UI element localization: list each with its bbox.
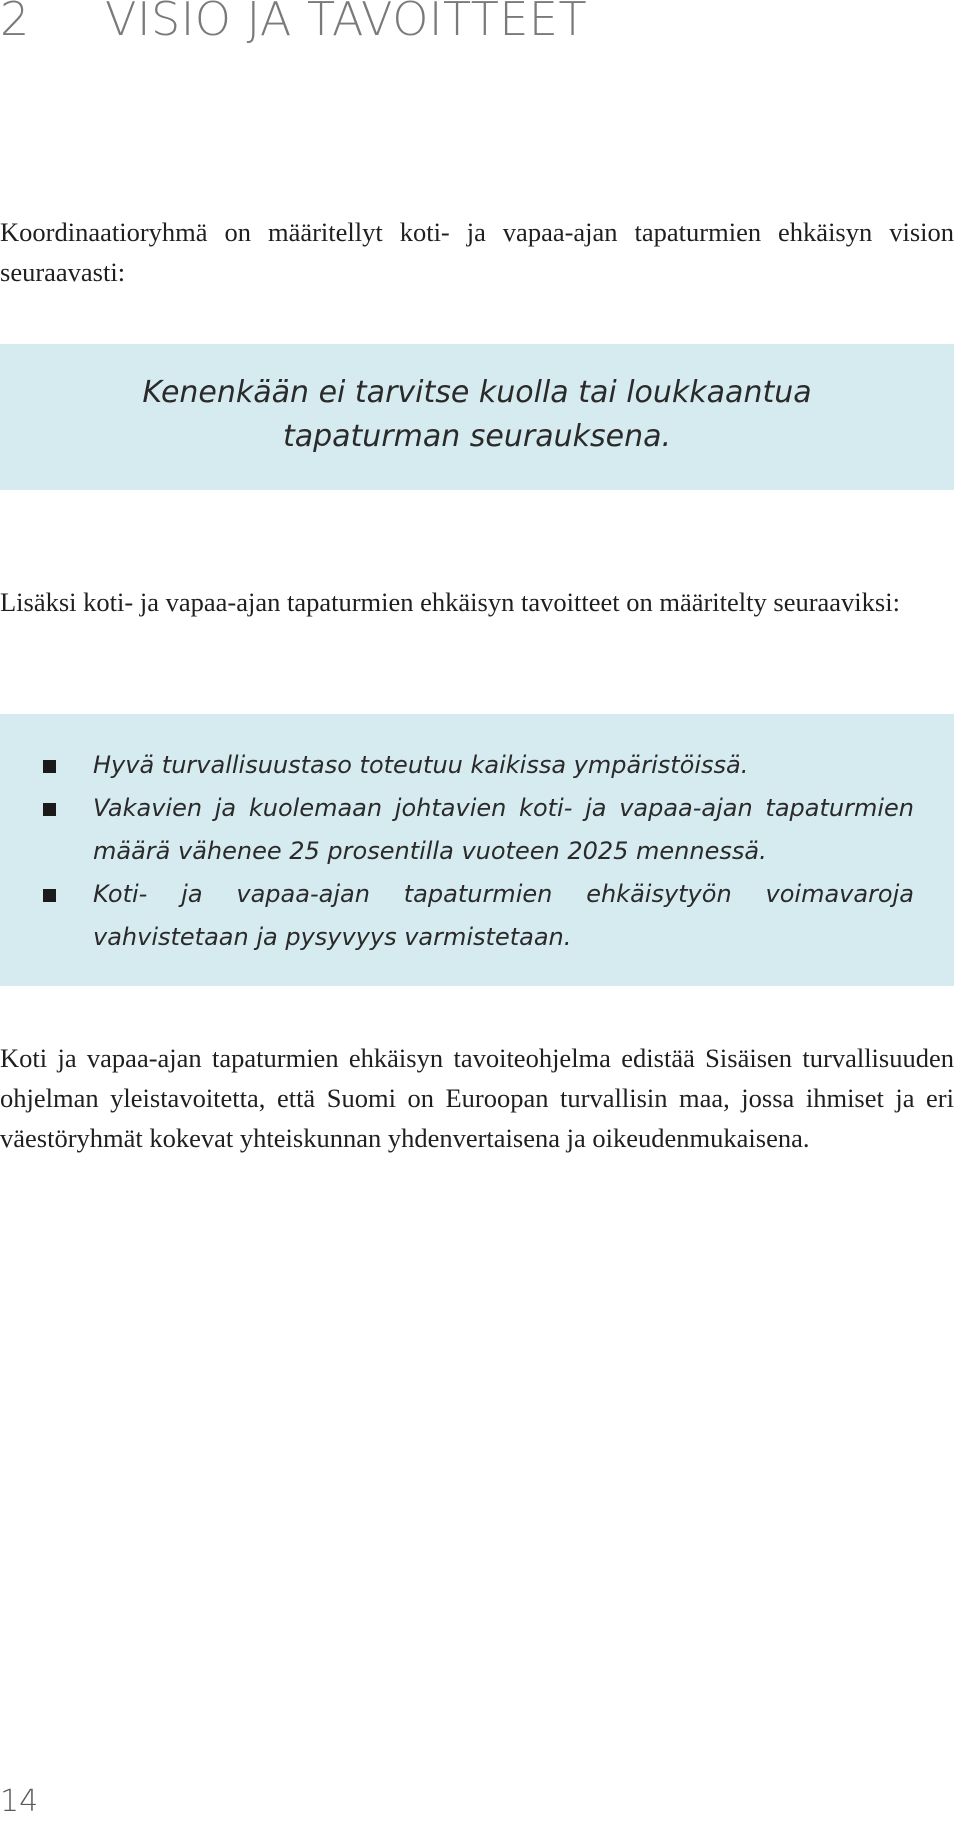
goals-box <box>0 714 954 986</box>
intro-paragraph: Koordinaatioryhmä on määritellyt koti- ja vapaa-ajan tapaturmien ehkäisyn vision seuraavasti: <box>0 217 954 287</box>
vision-box <box>0 344 954 490</box>
goal-item <box>0 744 954 787</box>
page-number: 14 <box>0 1784 39 1819</box>
page-heading <box>0 0 587 46</box>
goal-text: Koti- ja vapaa-ajan tapaturmien ehkäisytyön voimavaroja vahvistetaan ja pysyvyys varmistetaan. <box>93 880 914 951</box>
goal-text: Vakavien ja kuolemaan johtavien koti- ja vapaa-ajan tapaturmien määrä vähenee 25 prosentilla vuoteen 2025 mennessä. <box>93 794 914 865</box>
chapter-number: 2 <box>0 0 30 46</box>
goals-intro-paragraph: Lisäksi koti- ja vapaa-ajan tapaturmien ehkäisyn tavoitteet on määritelty seuraaviksi: <box>0 587 900 617</box>
square-bullet-icon <box>43 760 56 773</box>
vision-line-2: tapaturman seurauksena. <box>282 419 672 454</box>
goal-item <box>0 787 954 873</box>
square-bullet-icon <box>43 803 56 816</box>
goal-text: Hyvä turvallisuustaso toteutuu kaikissa ympäristöissä. <box>93 751 749 779</box>
vision-line-1: Kenenkään ei tarvitse kuolla tai loukkaantua <box>142 375 812 410</box>
vision-statement <box>0 371 954 459</box>
goal-item <box>0 873 954 959</box>
chapter-title: VISIO JA TAVOITTEET <box>105 0 588 46</box>
goals-list <box>0 744 954 959</box>
square-bullet-icon <box>43 889 56 902</box>
closing-paragraph: Koti ja vapaa-ajan tapaturmien ehkäisyn tavoiteohjelma edistää Sisäisen turvallisuuden ohjelman yleistavoitetta, että Suomi on Euroopan turvallisin maa, jossa ihmiset ja eri väestöryhmät kokevat yhteiskunnan yhdenvertaisena ja oikeudenmukaisena. <box>0 1043 954 1153</box>
